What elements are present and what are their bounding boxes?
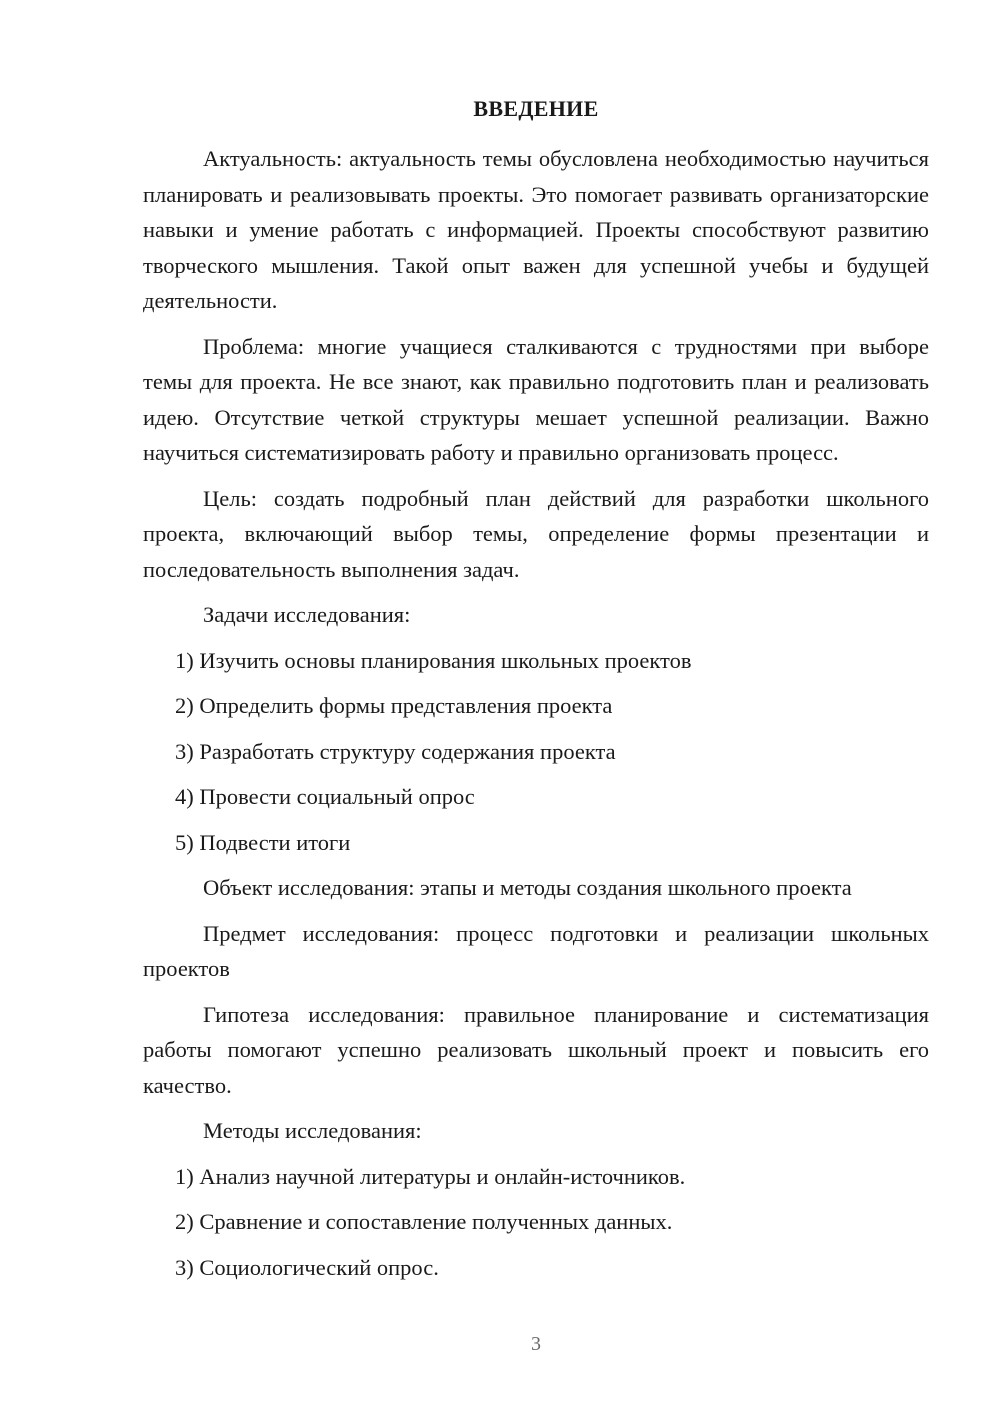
relevance-paragraph: Актуальность: актуальность темы обусловлена необходимостью научиться планировать и реализовывать проекты. Это помогает развивать организаторские навыки и умение работать с информацией. Проекты способствуют развитию творческого мышления. Такой опыт важен для успешной учебы и будущей деятельности. (143, 146, 929, 313)
subject-paragraph: Предмет исследования: процесс подготовки и реализации школьных проектов (143, 920, 929, 981)
tasks-list (143, 643, 929, 861)
method-item: 1) Анализ научной литературы и онлайн-источников. (175, 1163, 686, 1189)
task-item: 4) Провести социальный опрос (175, 784, 475, 809)
method-item: 2) Сравнение и сопоставление полученных данных. (175, 1209, 673, 1234)
object-paragraph: Объект исследования: этапы и методы создания школьного проекта (203, 875, 852, 900)
task-item: 3) Разработать структуру содержания проекта (175, 738, 616, 764)
method-item: 3) Социологический опрос. (175, 1254, 439, 1280)
hypothesis-paragraph: Гипотеза исследования: правильное планирование и систематизация работы помогают успешно реализовать школьный проект и повысить его качество. (143, 1001, 929, 1098)
goal-paragraph: Цель: создать подробный план действий для разработки школьного проекта, включающий выбор темы, определение формы презентации и последовательность выполнения задач. (143, 485, 929, 582)
methods-list (143, 1159, 929, 1286)
task-item: 1) Изучить основы планирования школьных проектов (175, 647, 692, 673)
tasks-heading: Задачи исследования: (203, 602, 411, 627)
page-title: ВВЕДЕНИЕ (473, 96, 599, 121)
task-item: 5) Подвести итоги (175, 829, 351, 855)
page-number: 3 (531, 1333, 541, 1355)
methods-heading: Методы исследования: (203, 1118, 422, 1143)
task-item: 2) Определить формы представления проекта (175, 693, 613, 718)
problem-paragraph: Проблема: многие учащиеся сталкиваются с трудностями при выборе темы для проекта. Не все знают, как правильно подготовить план и реализовать идею. Отсутствие четкой структуры мешает успешной реализации. Важно научиться систематизировать работу и правильно организовать процесс. (143, 333, 929, 465)
document-body (143, 141, 929, 1285)
